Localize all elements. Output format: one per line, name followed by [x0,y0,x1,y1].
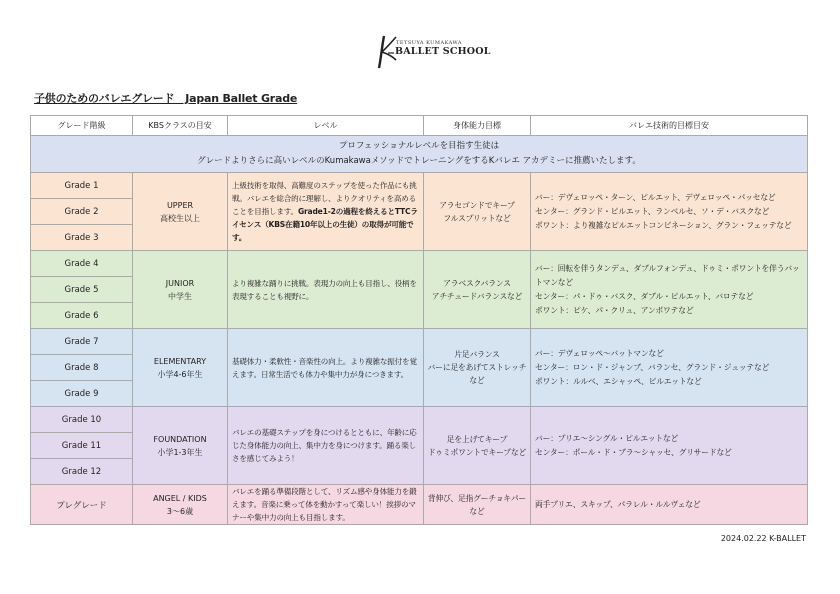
class-cell [133,485,228,525]
physical-line: アチチュードバランスなど [431,291,523,301]
grade-cell: Grade 2 [31,199,133,225]
level-cell [228,407,424,485]
level-text: 基礎体力・柔軟性・音楽性の向上。より複雑な振付を覚えます。日常生活でも体力や集中力が身につきます。 [232,356,417,379]
physical-line: 片足バランス [454,350,500,359]
physical-cell: 背伸び、足指グーチョキパーなど [424,485,531,525]
physical-line: フルスプリットなど [443,213,511,223]
logo-top-text: TETSUYA KUMAKAWA [396,40,463,46]
header-class: KBSクラスの目安 [133,116,228,136]
table-row [31,251,808,277]
class-age: 中学生 [168,291,192,301]
class-cell [133,329,228,407]
logo-main-text: BALLET SCHOOL [395,46,491,57]
technique-cell [531,329,808,407]
physical-cell [424,329,531,407]
class-cell [133,407,228,485]
physical-line: バーに足をあげてストレッチなど [427,363,527,385]
table-row [31,329,808,355]
level-text: より複雑な踊りに挑戦。表現力の向上も目指し、役柄を表現することも視野に。 [232,278,417,301]
grade-cell: Grade 8 [31,355,133,381]
technique-cell [531,173,808,251]
level-text: 上級技術を取得、高難度のステップを使った作品にも挑戦。バレエを総合的に理解し、よりクオリティを高めることを目指します。 [232,181,417,216]
grade-cell: Grade 5 [31,277,133,303]
technique-cell: 両手プリエ、スキップ、パラレル・ルルヴェなど [531,485,808,525]
technique-cell [531,251,808,329]
class-name: FOUNDATION [153,434,207,444]
header-physical: 身体能力目標 [424,116,531,136]
physical-line: アラセゴンドでキープ [439,200,515,210]
technique-line: ポワント：より複雑なピルエットコンビネーション、グラン・フェッテなど [535,220,792,230]
technique-line: バー：デヴェロッペ〜バットマンなど [535,348,664,358]
class-cell [133,251,228,329]
technique-line: バー：回転を伴うタンデュ、ダブルフォンデュ、ドゥミ・ポワントを伴うバットマンなど [535,263,800,287]
physical-line: 足を上げてキープ [446,434,508,444]
level-cell [228,329,424,407]
page-title: 子供のためのバレエグレード Japan Ballet Grade [34,92,298,105]
technique-line: ポワント：ピケ、パ・クリュ、アンボワテなど [535,305,694,315]
class-name: JUNIOR [165,278,195,288]
grade-cell: Grade 10 [31,407,133,433]
grade-cell: Grade 1 [31,173,133,199]
header-grade: グレード階級 [31,116,133,136]
level-cell: バレエを踊る準備段階として、リズム感や身体能力を鍛えます。音楽に乗って体を動かすって楽しい！挨拶のマナーや集中力の向上も目指します。 [228,485,424,525]
grade-cell: プレグレード [31,485,133,525]
grade-cell: Grade 9 [31,381,133,407]
level-text: バレエの基礎ステップを身につけるとともに、年齢に応じた身体能力の向上、集中力を身につけます。踊る楽しさを感じてみよう！ [232,428,417,463]
technique-line: バー：デヴェロッペ・ターン、ピルエット、デヴェロッペ・パッセなど [535,192,776,202]
level-cell [228,173,424,251]
banner-line-2: グレードよりさらに高いレベルのKumakawaメソッドでトレーニングをするKバレエ アカデミーに推薦いたします。 [197,156,641,166]
grade-cell: Grade 7 [31,329,133,355]
technique-line: センター：パ・ドゥ・バスク、ダブル・ピルエット、バロテなど [535,291,754,301]
academy-banner-row [31,136,808,173]
technique-cell [531,407,808,485]
class-name: ELEMENTARY [153,356,207,366]
footer-date: 2024.02.22 K-BALLET [720,534,806,543]
grade-table [30,115,808,525]
class-age: 3〜6歳 [166,506,194,516]
class-name: ANGEL / KIDS [153,493,207,503]
grade-cell: Grade 11 [31,433,133,459]
k-ballet-logo [376,34,491,70]
grade-cell: Grade 4 [31,251,133,277]
level-bold-text: Grade1-2の過程を終えるとTTCライセンス（KBS在籍10年以上の生徒）の取得が可能です。 [232,207,418,242]
physical-cell [424,173,531,251]
technique-line: バー：プリエ〜シングル・ピルエットなど [535,433,679,443]
physical-line: ドゥミポワントでキープなど [427,447,527,457]
table-row [31,407,808,433]
technique-line: センター：ロン・ド・ジャンブ、バランセ、グランド・ジュッテなど [535,362,770,372]
table-row-pregrade [31,485,808,525]
physical-cell [424,251,531,329]
class-name: UPPER [166,200,194,210]
class-cell [133,173,228,251]
table-row [31,173,808,199]
grade-cell: Grade 12 [31,459,133,485]
class-age: 小学1-3年生 [157,447,203,457]
header-technique: バレエ技術的目標目安 [531,116,808,136]
banner-line-1: プロフェッショナルレベルを目指す生徒は [338,141,500,151]
physical-line: アラベスクバランス [443,278,511,288]
class-age: 高校生以上 [160,213,200,223]
technique-line: センター：ポール・ド・ブラ〜シャッセ、グリサードなど [535,447,732,457]
table-header-row [31,116,808,136]
technique-line: センター：グランド・ピルエット、ランベルセ、ソ・デ・バスクなど [535,206,770,216]
level-cell [228,251,424,329]
technique-line: ポワント：ルルベ、エシャッペ、ピルエットなど [535,376,702,386]
header-level: レベル [228,116,424,136]
grade-cell: Grade 3 [31,225,133,251]
academy-banner [31,136,808,173]
class-age: 小学4-6年生 [157,369,203,379]
physical-cell [424,407,531,485]
grade-cell: Grade 6 [31,303,133,329]
